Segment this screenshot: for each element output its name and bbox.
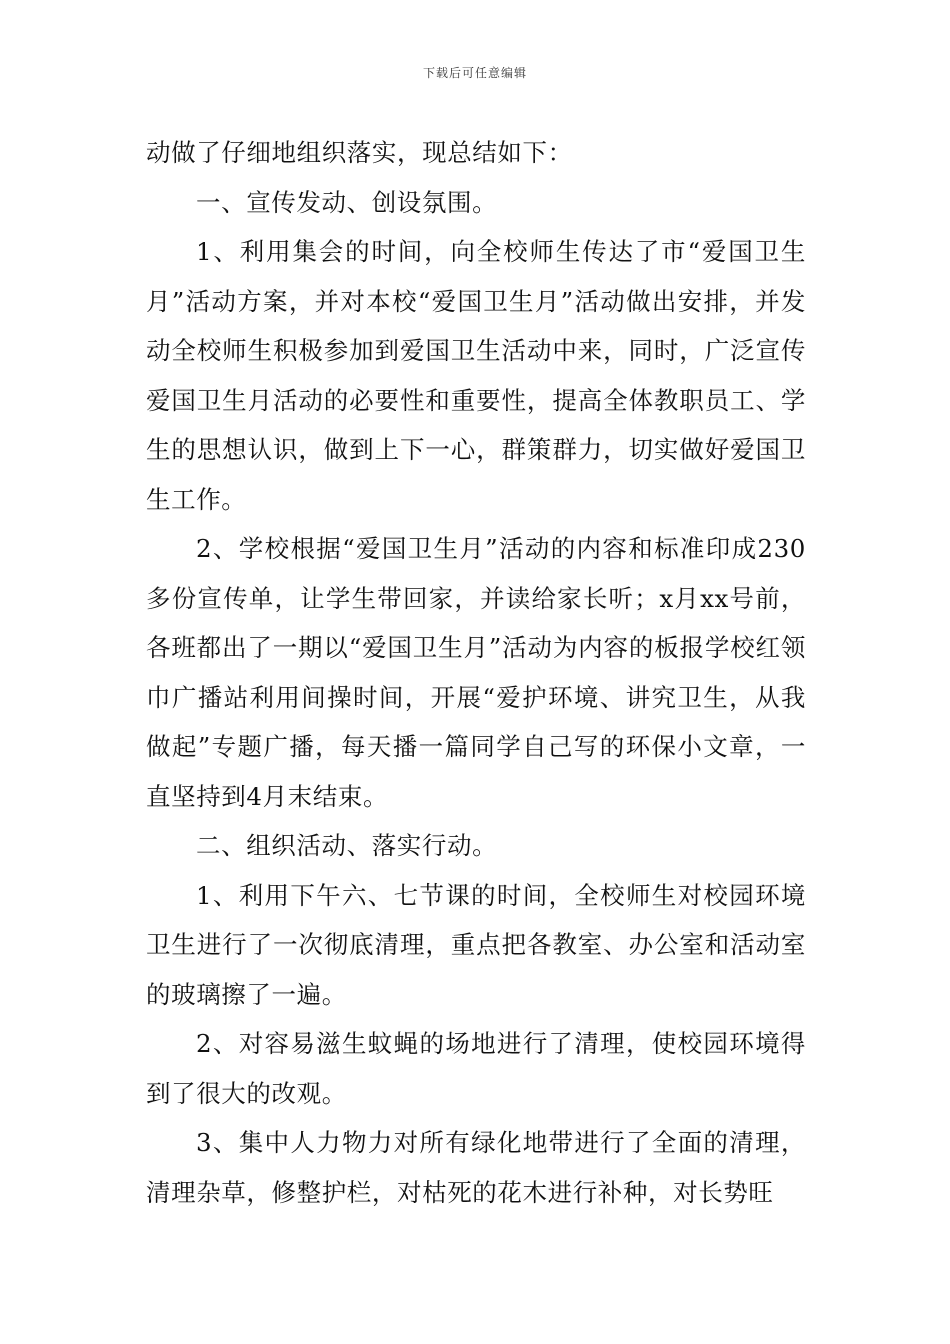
paragraph-2-3: 3、集中人力物力对所有绿化地带进行了全面的清理，清理杂草，修整护栏，对枯死的花木进行补种，对长势旺 [146, 1128, 806, 1207]
section-heading-1: 一、宣传发动、创设氛围。 [196, 187, 498, 217]
paragraph-1-1: 1、利用集会的时间，向全校师生传达了市“爱国卫生月”活动方案，并对本校“爱国卫生月”活动做出安排，并发动全校师生积极参加到爱国卫生活动中来，同时，广泛宣传爱国卫生月活动的必要性和重要性，提高全体教职员工、学生的思想认识，做到上下一心，群策群力，切实做好爱国卫生工作。 [146, 237, 806, 514]
document-body [146, 128, 806, 1217]
page-header-note: 下载后可任意编辑 [422, 66, 527, 80]
section-heading-2: 二、组织活动、落实行动。 [196, 831, 498, 860]
paragraph-2-2: 2、对容易滋生蚊蝇的场地进行了清理，使校园环境得到了很大的改观。 [146, 1029, 806, 1108]
paragraph-2-1: 1、利用下午六、七节课的时间，全校师生对校园环境卫生进行了一次彻底清理，重点把各教室、办公室和活动室的玻璃擦了一遍。 [146, 880, 806, 1009]
paragraph-continuation: 动做了仔细地组织落实，现总结如下： [146, 138, 573, 167]
paragraph-1-2: 2、学校根据“爱国卫生月”活动的内容和标准印成230多份宣传单，让学生带回家，并读给家长听；x月xx号前，各班都出了一期以“爱国卫生月”活动为内容的板报学校红领巾广播站利用间操时间，开展“爱护环境、讲究卫生，从我做起”专题广播，每天播一篇同学自己写的环保小文章，一直坚持到4月末结束。 [146, 534, 806, 811]
